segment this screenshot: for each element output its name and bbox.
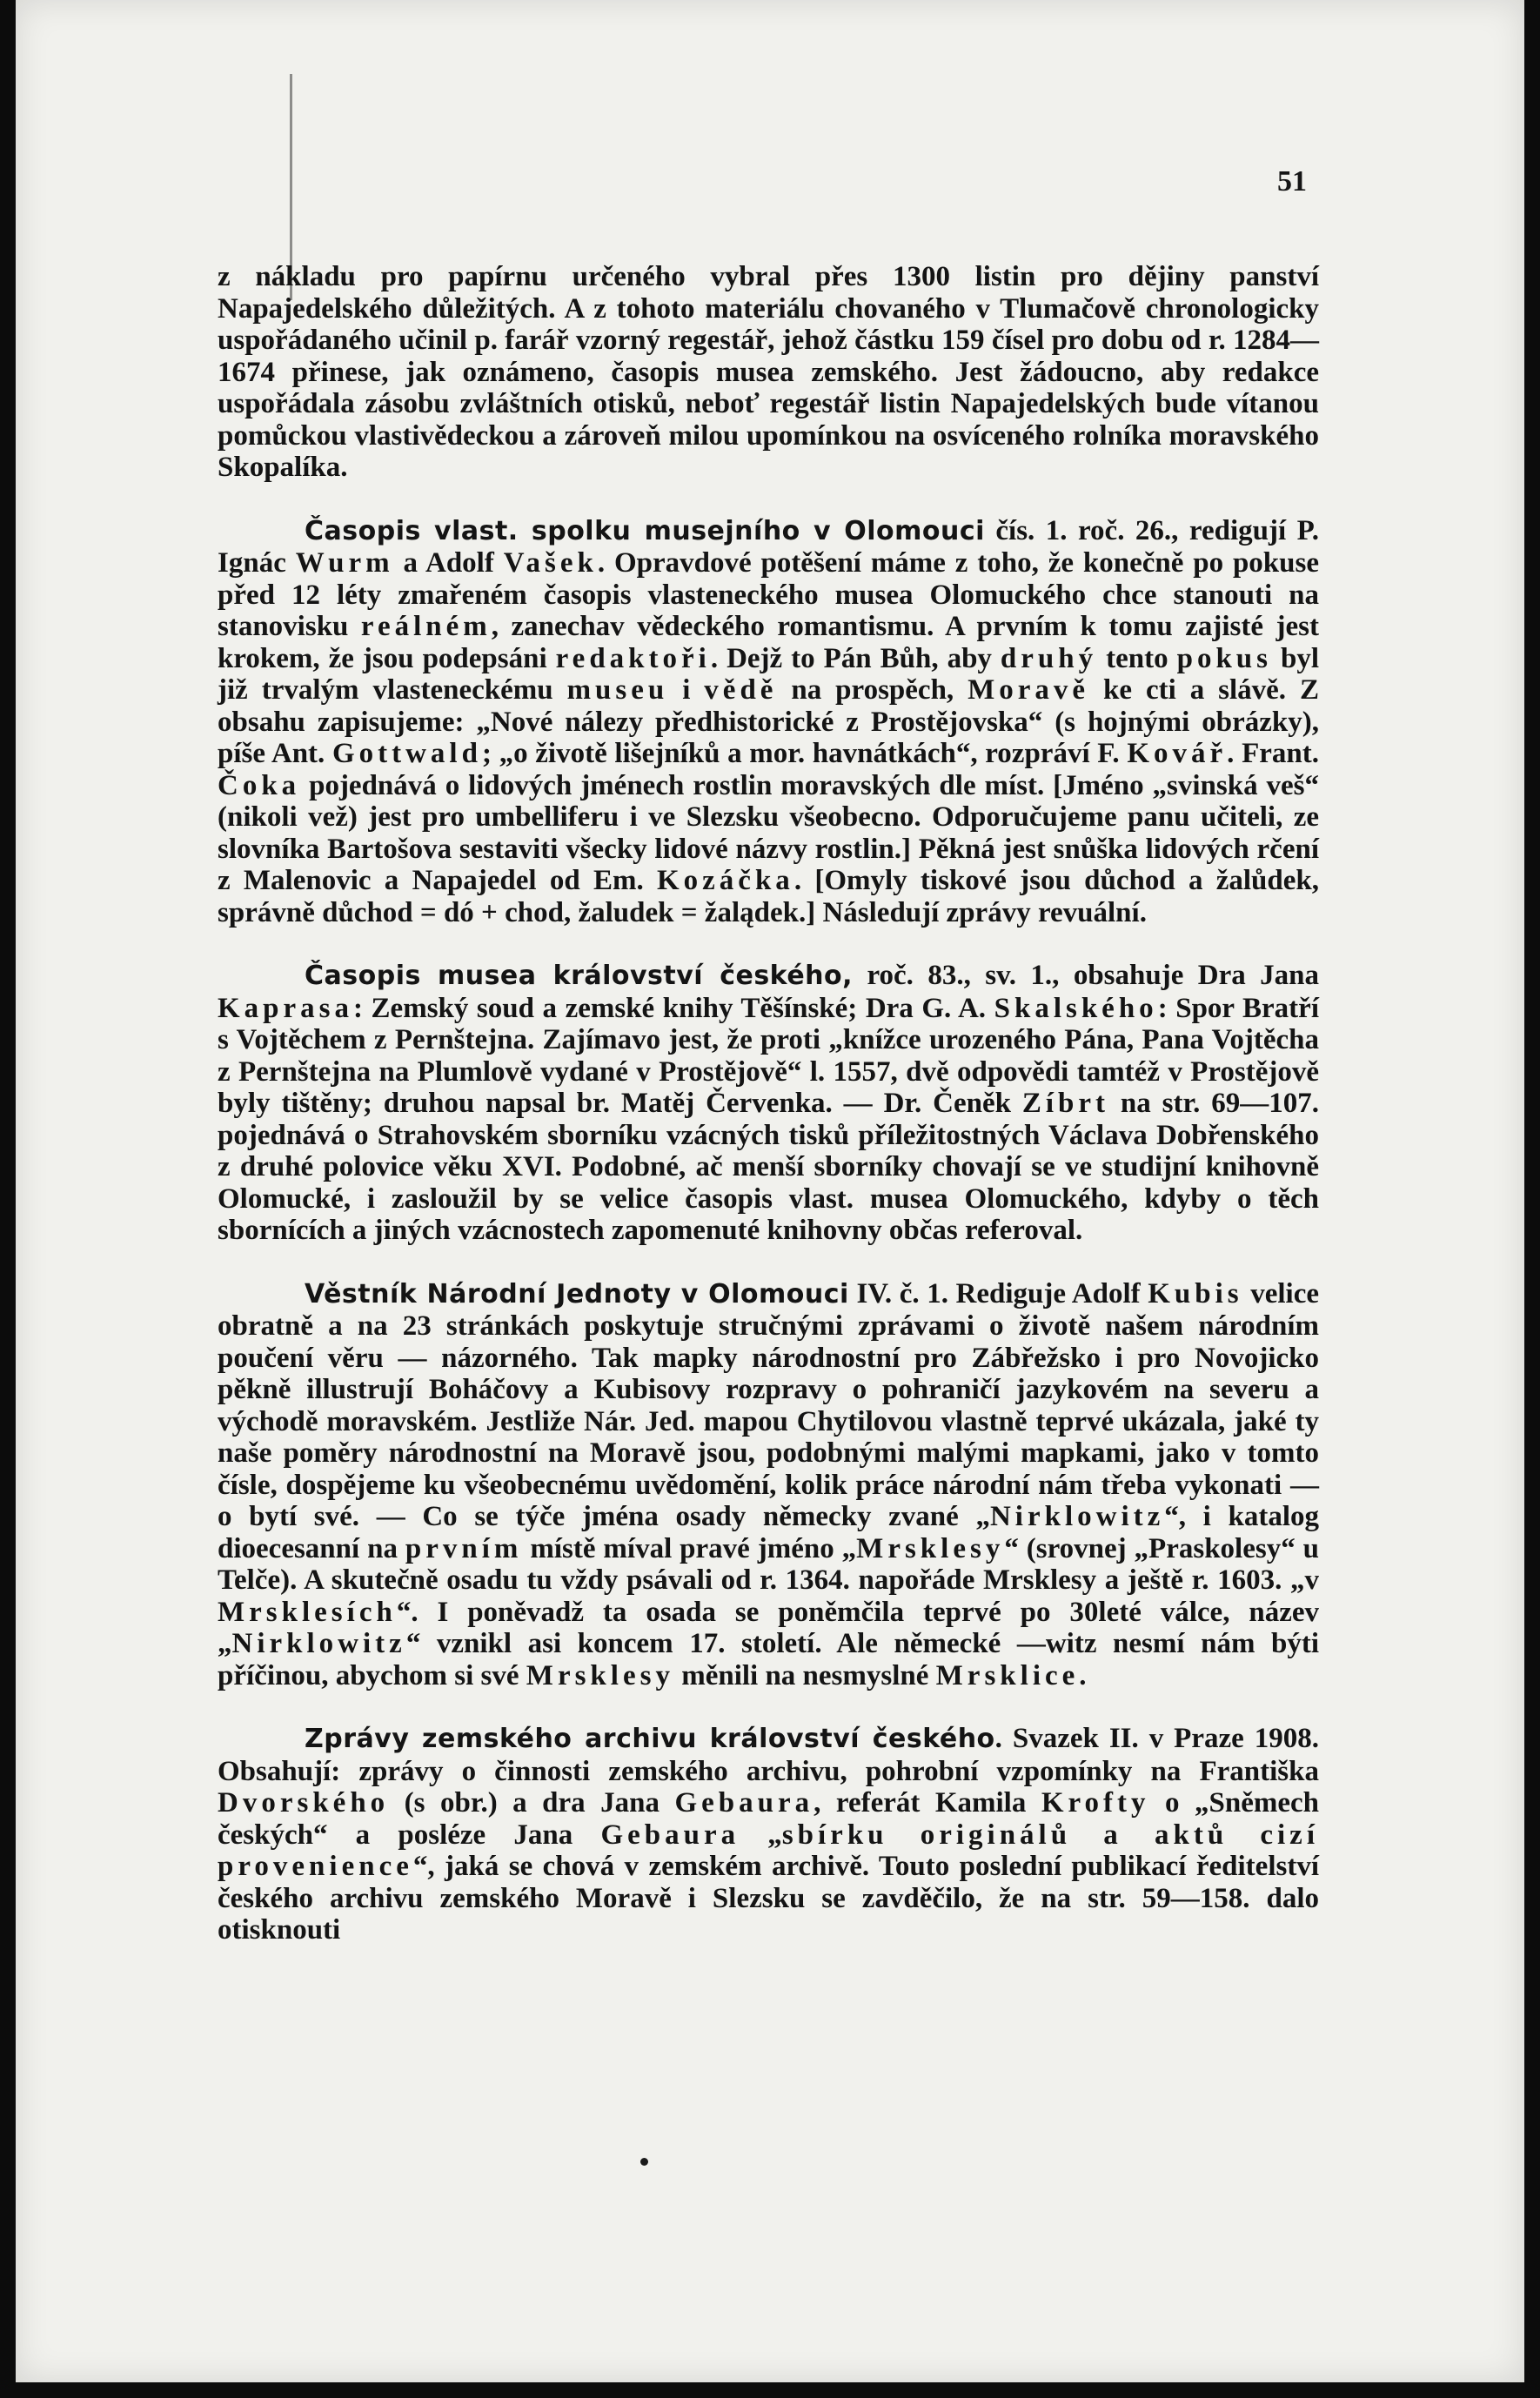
print-speck xyxy=(640,2158,648,2166)
spaced-name: reálném xyxy=(360,611,492,642)
text-run: : Zemský soud a zemské knihy Těšínské; Dra G. A. xyxy=(353,992,994,1024)
spaced-name: Mrsklesích xyxy=(218,1596,397,1628)
text-run: a Adolf xyxy=(393,547,504,579)
text-run: “, jaká se chová v zemském archivě. Touto poslední publikací ředitelství českého archivu zemského Moravě i Slezsku se zavděčilo, že na str. 59—158. dalo otisknouti xyxy=(218,1851,1319,1946)
text-run: na str. 69—107. pojednává o Strahovském sborníku vzácných tisků příležitostných Václava Dobřenského z druhé polovice věku XVI. Podobné, ač menší sborníky chovají se ve studijní knihovně Olomucké, i zasloužil by se velice časopis vlast. musea Olomuckého, kdyby o těch sbornících a jiných vzácnostech zapomenuté knihovny občas referoval. xyxy=(218,1088,1319,1246)
text-run: ke cti a slávě. Z obsahu zapisujeme: „Nové nálezy předhistorické z Prostějovska“ (s hojnými obrázky), píše Ant. xyxy=(218,674,1319,769)
page-number: 51 xyxy=(1277,165,1307,198)
spaced-name: Nirklowitz xyxy=(989,1501,1165,1532)
spaced-name: Gottwald xyxy=(331,738,482,769)
page-text xyxy=(218,261,1319,1946)
text-run: . [Omyly tiskové jsou důchod a žalůdek, správně důchod = dó + chod, žaludek = žalądek.] Následují zprávy revuální. xyxy=(218,865,1319,928)
spaced-name: pokus xyxy=(1176,642,1272,674)
text-run: (s obr.) a dra Jana xyxy=(389,1787,675,1819)
spaced-name: Gebaura xyxy=(674,1787,814,1819)
spaced-name: Kovář xyxy=(1127,738,1228,769)
text-run: tento xyxy=(1097,642,1177,674)
text-run: . Dejž to Pán Bůh, aby xyxy=(710,642,1001,674)
spaced-name: Moravě xyxy=(968,674,1090,706)
text-run: o „Sněmech českých“ a posléze Jana xyxy=(218,1787,1319,1851)
text-run: . Svazek II. v Praze 1908. Obsahují: zprávy o činnosti zemského archivu, pohrobní vzpomínky na Františka xyxy=(218,1723,1319,1787)
text-run: byl již trvalým vlasteneckému xyxy=(218,642,1320,706)
text-run: i xyxy=(668,674,705,706)
paragraph xyxy=(218,1723,1319,1946)
spaced-name: druhý xyxy=(1000,642,1098,674)
text-run: „ xyxy=(740,1819,782,1851)
text-run: , referát Kamila xyxy=(814,1787,1041,1819)
spaced-name: prvním xyxy=(405,1532,523,1564)
paragraph xyxy=(218,1278,1319,1692)
spaced-name: Kubis xyxy=(1148,1277,1243,1310)
text-run: z nákladu pro papírnu určeného vybral přes 1300 listin pro dějiny panství Napajedelského důležitých. A z tohoto materiálu chovaného v Tlumačově chronologicky uspořádaného učinil p. farář vzorný regestář, jehož částku 159 čísel pro dobu od r. 1284—1674 přinese, jak oznámeno, časopis musea zemského. Jest žádoucno, aby redakce uspořádala zásobu zvláštních otisků, neboť regestář listin Napajedelských bude vítanou pomůckou vlastivědeckou a zároveň milou upomínkou na osvíceného rolníka moravského Skopalíka. xyxy=(218,261,1319,483)
text-run: “. I poněvadž ta osada se poněmčila teprvé po 30leté válce, název „ xyxy=(218,1596,1319,1659)
spaced-name: redaktoři xyxy=(555,642,711,674)
text-run: místě míval pravé jméno „ xyxy=(522,1532,857,1564)
spaced-name: Mrsklesy xyxy=(526,1659,674,1691)
text-run: pojednává o lidových jménech rostlin moravských dle míst. [Jméno „svinská veš“ (nikoli vež) jest pro umbelliferu i ve Slezsku všeobecno. Odporučujeme panu učiteli, ze slovníka Bartošova sestaviti všecky lidové názvy rostlin.] Pěkná jest snůška lidových rčení z Malenovic a Napajedel od Em. xyxy=(218,769,1319,896)
spaced-name: Čoka xyxy=(218,769,301,801)
text-run: na prospěch, xyxy=(777,674,968,706)
text-run: roč. 83., sv. 1., obsahuje Dra Jana xyxy=(853,960,1320,991)
text-run: “, i katalog dioecesanní na xyxy=(218,1501,1319,1564)
periodical-title: Časopis vlast. spolku musejního v Olomouci xyxy=(305,515,985,546)
spaced-name: Mrsklice xyxy=(935,1659,1080,1691)
periodical-title: Věstník Národní Jednoty v Olomouci xyxy=(305,1278,849,1310)
text-run: . Frant. xyxy=(1227,738,1319,769)
periodical-title: Zprávy zemského archivu království českého xyxy=(305,1724,995,1754)
spaced-name: Nirklowitz xyxy=(231,1628,406,1659)
text-run: , zanechav vědeckého romantismu. A prvním k tomu zajisté jest krokem, že jsou podepsáni xyxy=(218,611,1320,674)
book-page xyxy=(16,0,1524,2382)
text-run: “ (srovnej „Praskolesy“ u Telče). A skutečně osadu tu vždy psávali od r. 1364. napořáde Mrsklesy a ještě r. 1603. „v xyxy=(218,1532,1319,1596)
text-run: . xyxy=(1079,1659,1087,1691)
spaced-name: Skalského xyxy=(994,992,1158,1024)
spaced-name: Krofty xyxy=(1041,1787,1150,1819)
spaced-name: Dvorského xyxy=(218,1787,390,1819)
spaced-name: sbírku originálů a aktů cizí provenience xyxy=(218,1819,1319,1882)
text-run: ; „o životě lišejníků a mor. havnátkách“, rozpráví F. xyxy=(481,738,1128,769)
spaced-name: museu xyxy=(566,674,669,706)
spaced-name: vědě xyxy=(704,674,778,706)
paragraph xyxy=(218,515,1319,929)
text-run: velice obratně a na 23 stránkách poskytuje stručnými zprávami o životě našem národním poučení věru — názorného. Tak mapky národnostní pro Zábřežsko i pro Novojicko pěkně illustrují Boháčovy a Kubisovy rozpravy o pohraničí jazykovém na severu a východě moravském. Jestliže Nár. Jed. mapou Chytilovou vlastně teprvé ukázala, jaké ty naše poměry národnostní na Moravě jsou, podobnými malými mapkami, jako v tomto čísle, dospějeme ku všeobecnému uvědomění, kolik práce národní nám třeba vykonati — o bytí své. — Co se týče jména osady německy zvané „ xyxy=(218,1277,1319,1532)
spaced-name: Zíbrt xyxy=(1021,1088,1110,1119)
spaced-name: Mrsklesy xyxy=(856,1532,1005,1564)
spaced-name: Gebaura xyxy=(600,1819,740,1851)
text-run: měnili na nesmyslné xyxy=(673,1659,936,1691)
text-run: . Opravdové potěšení máme z toho, že konečně po pokuse před 12 léty zmařeném časopis vlasteneckého musea Olomuckého chce stanouti na stanovisku xyxy=(218,547,1319,642)
text-run: “ vznikl asi koncem 17. století. Ale německé —witz nesmí nám býti příčinou, abychom si své xyxy=(218,1628,1319,1691)
paragraph xyxy=(218,960,1319,1247)
periodical-title: Časopis musea království českého, xyxy=(305,961,854,991)
spaced-name: Kozáčka xyxy=(656,865,794,896)
text-run: čís. 1. roč. 26., redigují P. Ignác xyxy=(218,514,1319,579)
paragraph xyxy=(218,261,1319,484)
text-run: : Spor Bratří s Vojtěchem z Pernštejna. Zajímavo jest, že proti „knížce urozeného Pána, Pana Vojtěcha z Pernštejna na Plumlově vydané v Prostějově“ l. 1557, dvě odpovědi tamtéž v Prostějově byly tištěny; druhou napsal br. Matěj Červenka. — Dr. Čeněk xyxy=(218,992,1319,1119)
spaced-name: Wurm xyxy=(295,547,394,579)
text-run: IV. č. 1. Rediguje Adolf xyxy=(848,1277,1148,1310)
spaced-name: Vašek xyxy=(503,547,598,579)
spaced-name: Kaprasa xyxy=(218,992,354,1024)
